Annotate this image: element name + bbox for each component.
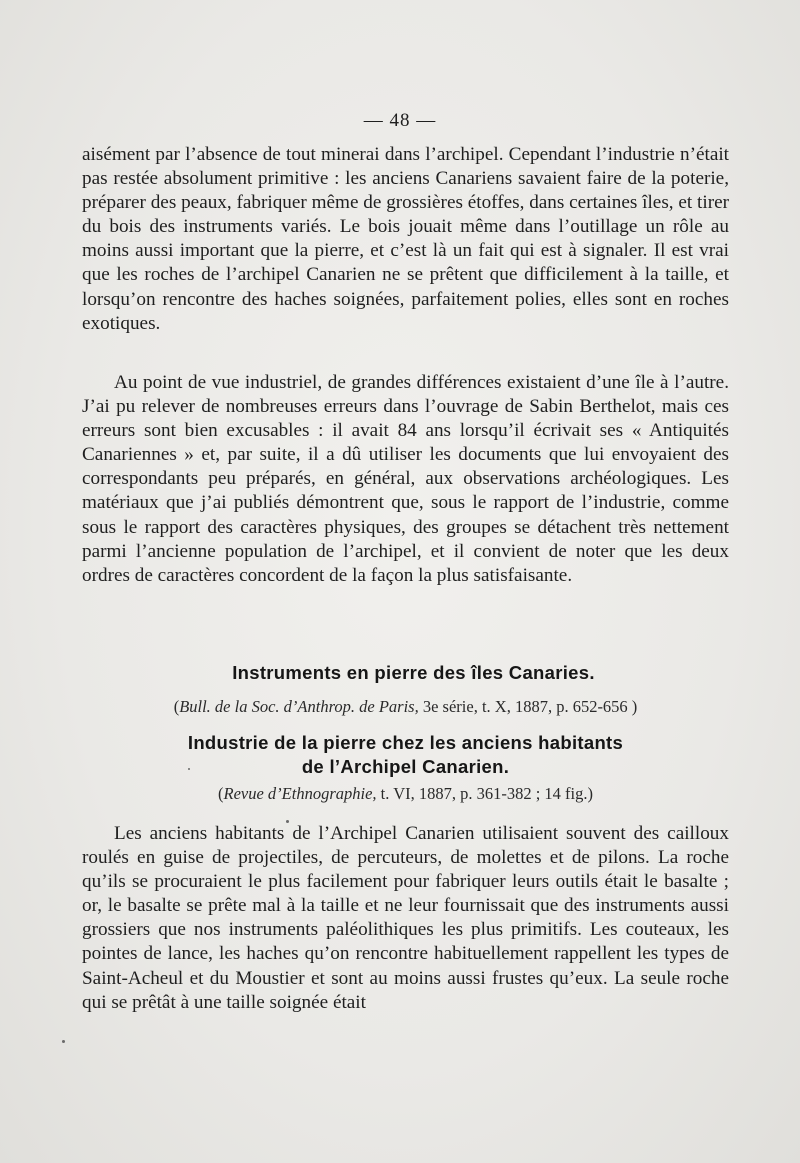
section-reference-bull-soc-anthrop	[82, 696, 729, 718]
section-title-line-2: de l’Archipel Canarien.	[301, 756, 510, 777]
section-title-industrie	[82, 731, 729, 779]
page-number: — 48 —	[363, 110, 437, 131]
paragraph-text: Les anciens habitants de l’Archipel Canarien utilisaient souvent des cailloux roulés en guise de projectiles, de percuteurs, de molettes et de pilons. La roche qu’ils se procuraient le plus facilement pour fabriquer leurs outils était le basalte ; or, le basalte se prête mal à la taille et ne leur fournissait que des instruments aussi grossiers que nos instruments paléolithiques les plus primitifs. Les couteaux, les pointes de lance, les haches qu’on rencontre habituellement rappellent les types de Saint-Acheul et du Moustier et sont au moins aussi frustes qu’eux. La seule roche qui se prêtât à une taille soignée était	[82, 823, 729, 1013]
ref-open-paren: (	[173, 697, 180, 716]
print-speck	[62, 1040, 65, 1043]
ref-source: Revue d’Ethnographie,	[223, 784, 377, 803]
section-reference-revue-ethnographie	[82, 783, 729, 805]
ref-open-paren: (	[217, 784, 224, 803]
paragraph-text: aisément par l’absence de tout minerai dans l’archipel. Cependant l’industrie n’était pas restée absolument primitive : les anciens Canariens savaient faire de la poterie, préparer des peaux, fabriquer même de grossières étoffes, dans certaines îles, et tirer du bois des instruments variés. Le bois jouait même dans l’outillage un rôle au moins aussi important que la pierre, et c’est là un fait qui est à signaler. Il est vrai que les roches de l’archipel Canarien ne se prêtent que difficilement à la taille, et lorsqu’on rencontre des haches soignées, parfaitement polies, elles sont en roches exotiques.	[82, 144, 729, 334]
print-speck	[286, 820, 289, 823]
section-title-instruments: Instruments en pierre des îles Canaries.	[232, 662, 595, 683]
paragraph-bottom	[82, 822, 729, 1015]
print-speck	[188, 768, 190, 770]
ref-details: t. VI, 1887, p. 361-382 ; 14 fig.)	[376, 784, 594, 803]
paragraph-text: Au point de vue industriel, de grandes différences existaient d’une île à l’autre. J’ai pu relever de nombreuses erreurs dans l’ouvrage de Sabin Berthelot, mais ces erreurs sont bien excusables : il avait 84 ans lorsqu’il écrivait ses « Antiquités Canariennes » et, par suite, il a dû utiliser les documents que lui envoyaient des correspondants peu préparés, en général, aux observations archéologiques. Les matériaux que j’ai publiés démontrent que, sous le rapport de l’industrie, comme sous le rapport des caractères physiques, des groupes se détachent très nettement parmi l’ancienne population de l’archipel, et il convient de noter que les deux ordres de caractères concordent de la façon la plus satisfaisante.	[82, 372, 729, 586]
paragraph-top-2	[82, 371, 729, 588]
paragraph-top-1	[82, 143, 729, 336]
section-title-line-1: Industrie de la pierre chez les anciens habitants	[187, 732, 624, 753]
ref-details: 3e série, t. X, 1887, p. 652-656 )	[418, 697, 638, 716]
ref-source: Bull. de la Soc. d’Anthrop. de Paris,	[179, 697, 419, 716]
